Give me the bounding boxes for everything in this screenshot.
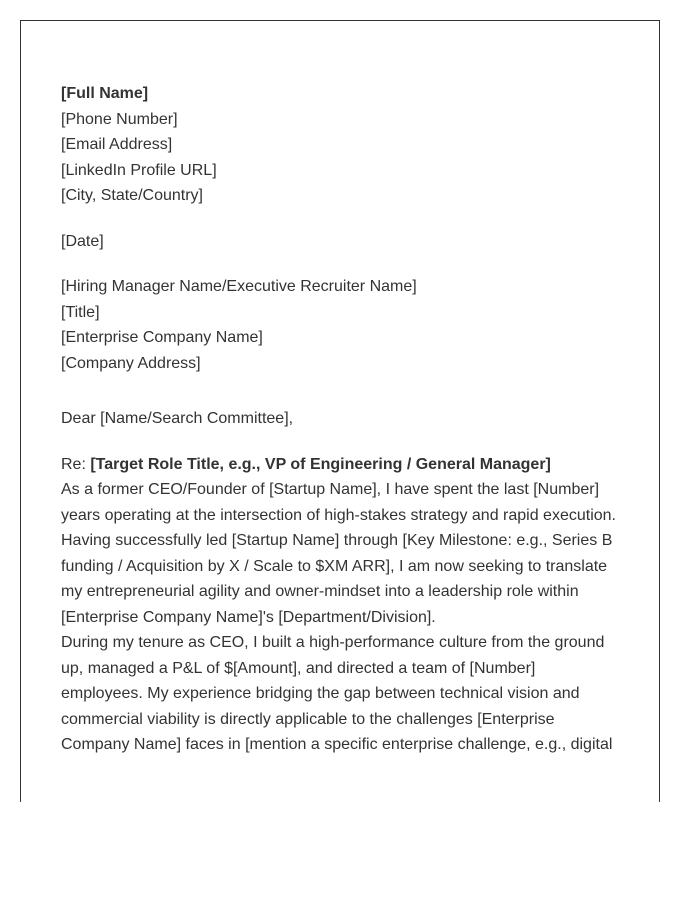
sender-email: [Email Address] <box>61 136 173 153</box>
salutation-block <box>61 406 621 432</box>
recipient-address: [Company Address] <box>61 354 201 372</box>
date-block <box>61 229 621 255</box>
sender-phone: [Phone Number] <box>61 110 178 128</box>
recipient-block <box>61 274 621 376</box>
letter-body <box>61 81 621 758</box>
paragraph-line: funding / Acquisition by X / Scale to $XM ARR], I am now seeking to translate <box>61 557 608 575</box>
paragraph-line: years operating at the intersection of high-stakes strategy and rapid execution. <box>61 506 616 524</box>
paragraph-2 <box>61 630 621 758</box>
letter-date: [Date] <box>61 232 104 250</box>
paragraph-line: up, managed a P&L of $[Amount], and directed a team of [Number] <box>61 659 536 677</box>
recipient-name: [Hiring Manager Name/Executive Recruiter Name] <box>61 278 417 295</box>
paragraph-line: During my tenure as CEO, I built a high-performance culture from the ground <box>61 634 605 651</box>
subject-line <box>61 452 621 478</box>
salutation: Dear [Name/Search Committee], <box>61 410 294 427</box>
paragraph-line: commercial viability is directly applicable to the challenges [Enterprise <box>61 710 555 728</box>
subject-prefix: Re: <box>61 455 91 473</box>
recipient-title: [Title] <box>61 303 100 321</box>
paragraph-line: Having successfully led [Startup Name] through [Key Milestone: e.g., Series B <box>61 532 613 549</box>
subject-title: [Target Role Title, e.g., VP of Engineering / General Manager] <box>90 455 551 473</box>
sender-block <box>61 81 621 209</box>
recipient-company: [Enterprise Company Name] <box>61 329 263 346</box>
sender-full-name: [Full Name] <box>61 85 149 102</box>
paragraph-line: [Enterprise Company Name]'s [Department/Division]. <box>61 608 436 626</box>
sender-linkedin: [LinkedIn Profile URL] <box>61 161 217 179</box>
paragraph-1 <box>61 477 621 630</box>
paragraph-line: employees. My experience bridging the gap between technical vision and <box>61 685 580 702</box>
paragraph-line: As a former CEO/Founder of [Startup Name], I have spent the last [Number] <box>61 481 600 498</box>
letter-page <box>20 20 660 802</box>
sender-location: [City, State/Country] <box>61 187 203 204</box>
paragraph-line: my entrepreneurial agility and owner-mindset into a leadership role within <box>61 583 579 600</box>
paragraph-line: Company Name] faces in [mention a specific enterprise challenge, e.g., digital <box>61 736 613 753</box>
